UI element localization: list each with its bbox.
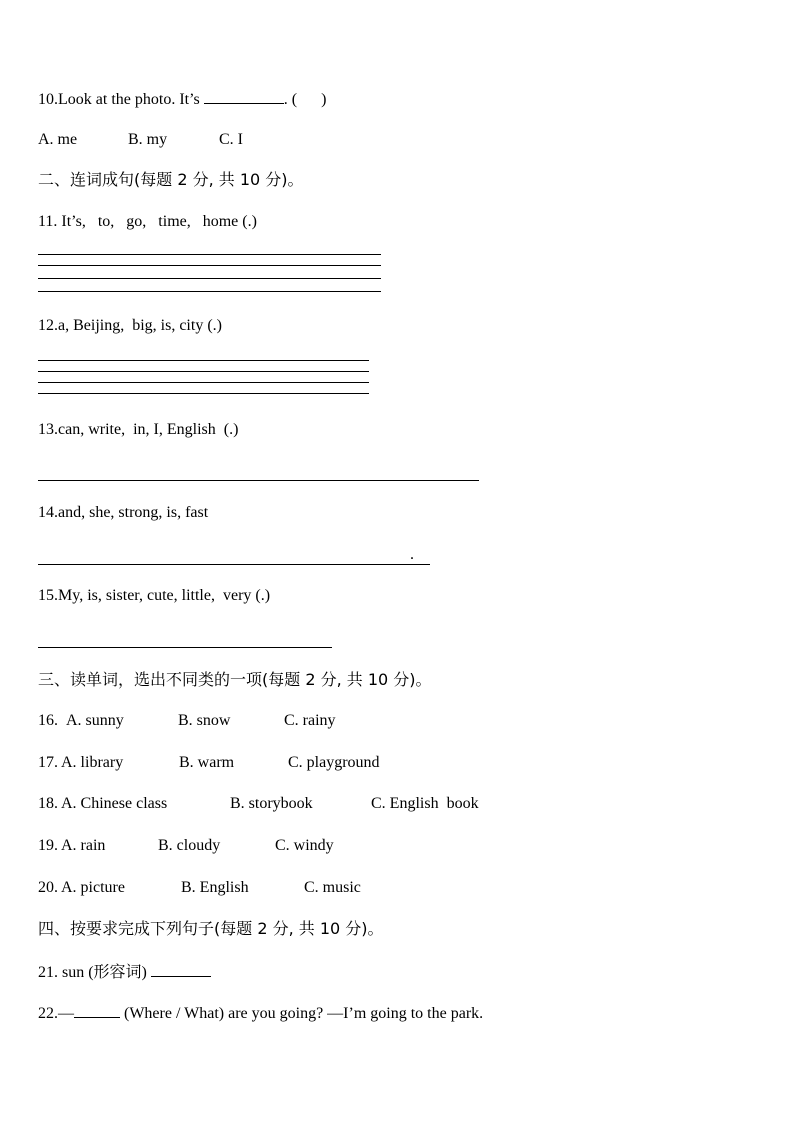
q16-option-c: C. rainy — [284, 712, 336, 729]
q20-number: 20. — [38, 879, 58, 896]
q18-option-a: A. Chinese class — [61, 795, 168, 812]
answer-line — [38, 265, 381, 266]
answer-line — [38, 371, 369, 372]
answer-line — [38, 393, 369, 394]
section-4-heading: 四、按要求完成下列句子(每题 2 分, 共 10 分)。 — [38, 919, 384, 938]
section-2-heading: 二、连词成句(每题 2 分, 共 10 分)。 — [38, 170, 304, 189]
q18-option-c: C. English book — [371, 795, 479, 812]
q21-text: 21. sun (形容词) — [38, 964, 151, 981]
q16-number: 16. — [38, 712, 62, 729]
q16-option-a: A. sunny — [66, 712, 124, 729]
q19-option-b: B. cloudy — [158, 837, 221, 854]
question-21 — [38, 961, 211, 983]
q19-number: 19. — [38, 837, 58, 854]
q18-option-b: B. storybook — [230, 795, 313, 812]
q17-option-b: B. warm — [179, 754, 235, 771]
q17-option-a: A. library — [61, 754, 124, 771]
answer-line — [38, 382, 369, 383]
q20-option-b: B. English — [181, 879, 249, 896]
question-12: 12.a, Beijing, big, is, city (.) — [38, 317, 222, 334]
answer-line — [38, 278, 381, 279]
q20-option-c: C. music — [304, 879, 361, 896]
q10-blank[interactable] — [204, 88, 284, 104]
answer-line — [38, 647, 332, 648]
answer-line — [38, 564, 430, 565]
q10-option-c: C. I — [219, 131, 243, 148]
question-11: 11. It’s, to, go, time, home (.) — [38, 213, 257, 230]
q16-option-b: B. snow — [178, 712, 231, 729]
q22-prefix: 22.— — [38, 1005, 74, 1022]
answer-line — [38, 291, 381, 292]
q19-option-c: C. windy — [275, 837, 334, 854]
question-15: 15.My, is, sister, cute, little, very (.) — [38, 587, 271, 604]
question-22 — [38, 1002, 483, 1024]
section-3-heading: 三、读单词，选出不同类的一项(每题 2 分, 共 10 分)。 — [38, 670, 432, 689]
q10-option-a: A. me — [38, 131, 78, 148]
q22-blank[interactable] — [74, 1002, 120, 1018]
q22-text: (Where / What) are you going? —I’m going to the park. — [120, 1005, 484, 1022]
question-13: 13.can, write, in, I, English (.) — [38, 421, 239, 438]
question-10 — [38, 88, 326, 110]
q17-number: 17. — [38, 754, 58, 771]
q19-option-a: A. rain — [61, 837, 106, 854]
answer-line — [38, 360, 369, 361]
question-14: 14.and, she, strong, is, fast — [38, 504, 209, 521]
q17-option-c: C. playground — [288, 754, 380, 771]
q10-text: Look at the photo. It’s — [58, 91, 204, 108]
q10-after: . ( ) — [283, 91, 327, 108]
q10-option-b: B. my — [128, 131, 168, 148]
q14-end-mark: . — [410, 546, 414, 563]
q21-blank[interactable] — [151, 961, 211, 977]
q18-number: 18. — [38, 795, 58, 812]
answer-line — [38, 480, 479, 481]
answer-line — [38, 254, 381, 255]
q20-option-a: A. picture — [61, 879, 125, 896]
q10-number: 10. — [38, 91, 58, 108]
